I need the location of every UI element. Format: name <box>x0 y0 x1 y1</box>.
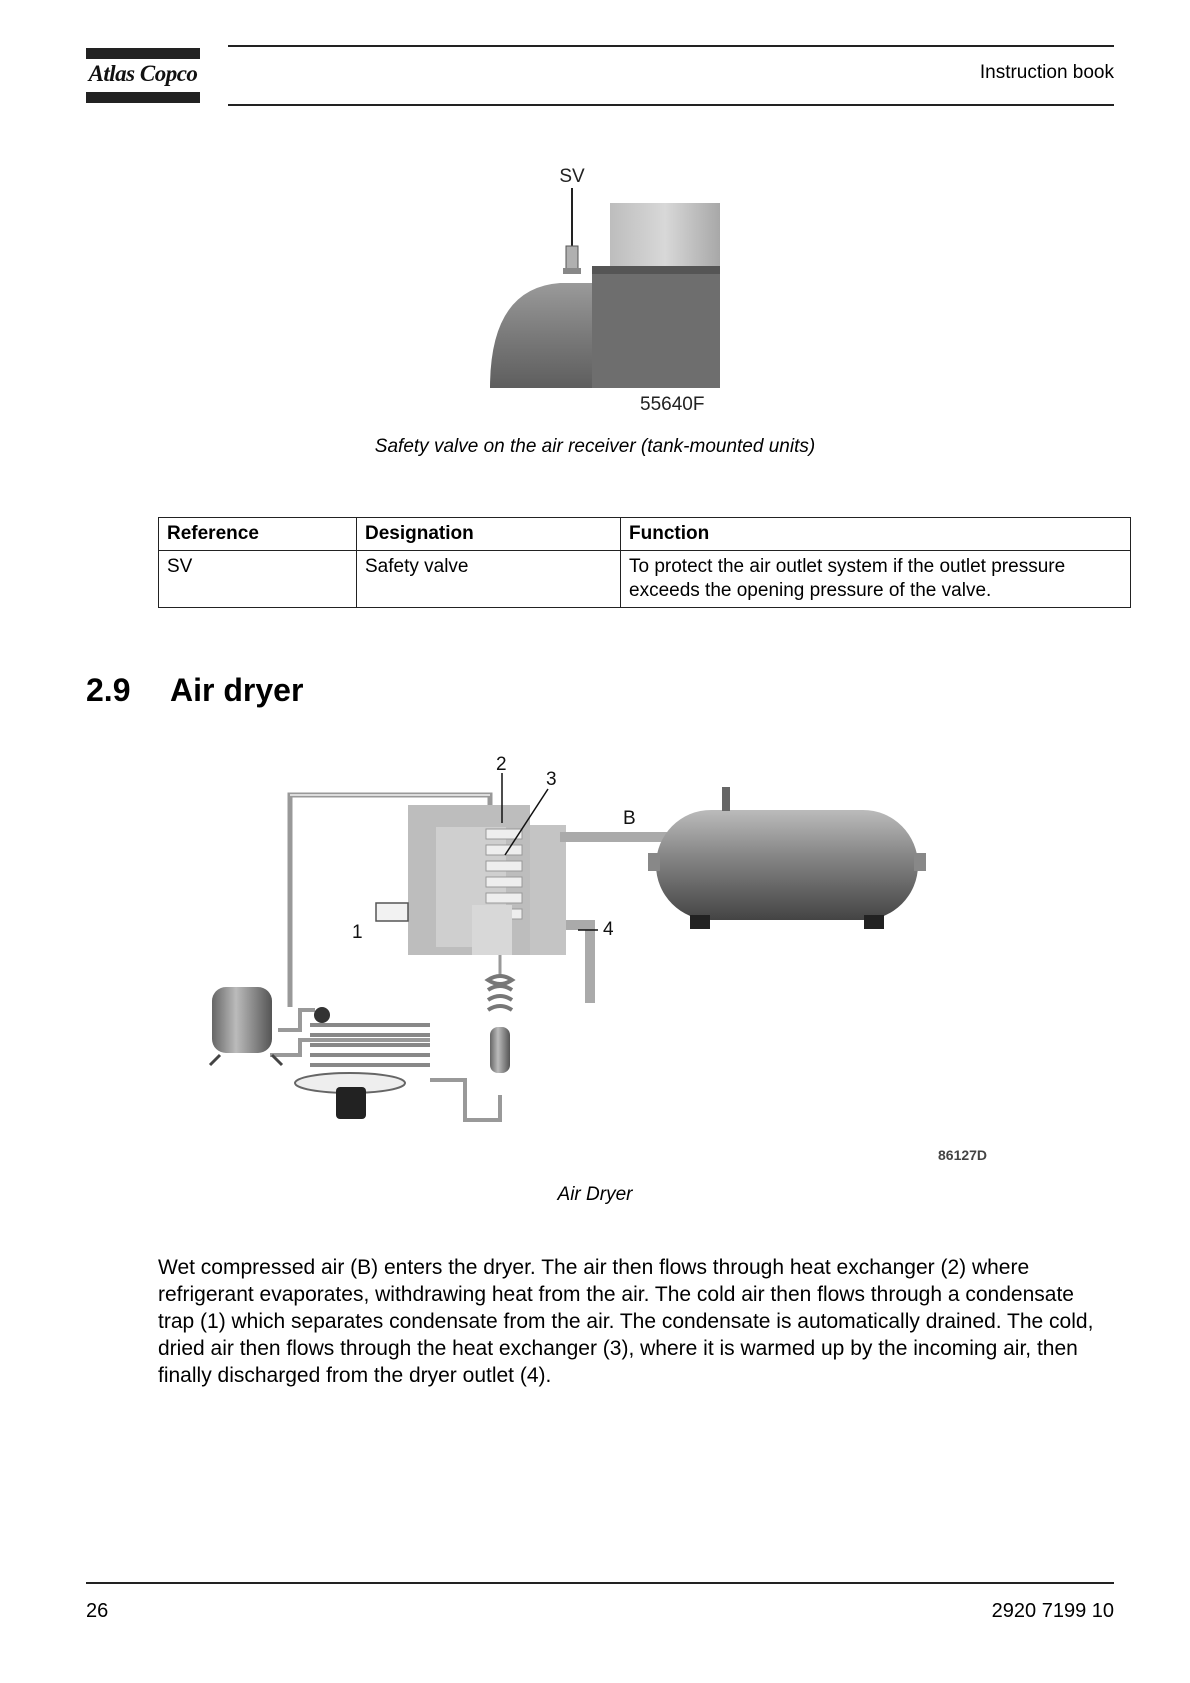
logo-bar-top <box>86 48 200 59</box>
table-header-reference: Reference <box>159 518 357 551</box>
company-logo: Atlas Copco <box>88 61 198 86</box>
label-b: B <box>623 808 636 829</box>
table-header-designation: Designation <box>357 518 621 551</box>
label-4: 4 <box>603 919 614 940</box>
logo-bar-bottom <box>86 92 200 103</box>
figure1-caption: Safety valve on the air receiver (tank-mounted units) <box>374 436 816 457</box>
table-header-function: Function <box>621 518 1131 551</box>
label-1: 1 <box>352 922 363 943</box>
table-cell-reference: SV <box>159 551 357 608</box>
section-heading <box>86 672 303 709</box>
body-paragraph: Wet compressed air (B) enters the dryer. The air then flows through heat exchanger (2) where refrigerant evaporates, withdrawing heat from the air. The cold air then flows through a condensate trap (1) which separates condensate from the air. The condensate is automatically drained. The cold, dried air then flows through the heat exchanger (3), where it is warmed up by the incoming air, then finally discharged from the dryer outlet (4). <box>158 1256 1094 1387</box>
section-title: Air dryer <box>170 672 304 708</box>
label-2: 2 <box>496 754 507 775</box>
label-3: 3 <box>546 769 557 790</box>
footer-rule <box>86 1582 1114 1584</box>
document-number: 2920 7199 10 <box>991 1600 1114 1622</box>
safety-valve-figure <box>480 158 720 418</box>
table-cell-function: To protect the air outlet system if the outlet pressure exceeds the opening pressure of the valve. <box>621 551 1131 608</box>
table-header-row <box>159 518 1131 551</box>
figure1-code: 55640F <box>640 394 705 415</box>
section-number: 2.9 <box>86 672 131 708</box>
page-number: 26 <box>86 1600 109 1622</box>
header-rule-bottom <box>228 104 1114 106</box>
table-row <box>159 551 1131 608</box>
figure2-code: 86127D <box>938 1147 988 1163</box>
figure2-caption: Air Dryer <box>557 1184 633 1205</box>
reference-table <box>158 517 1131 608</box>
table-cell-designation: Safety valve <box>357 551 621 608</box>
document-title: Instruction book <box>979 62 1114 83</box>
sv-label: SV <box>559 166 585 187</box>
air-dryer-diagram <box>200 754 1000 1175</box>
header-rule-top <box>228 45 1114 47</box>
